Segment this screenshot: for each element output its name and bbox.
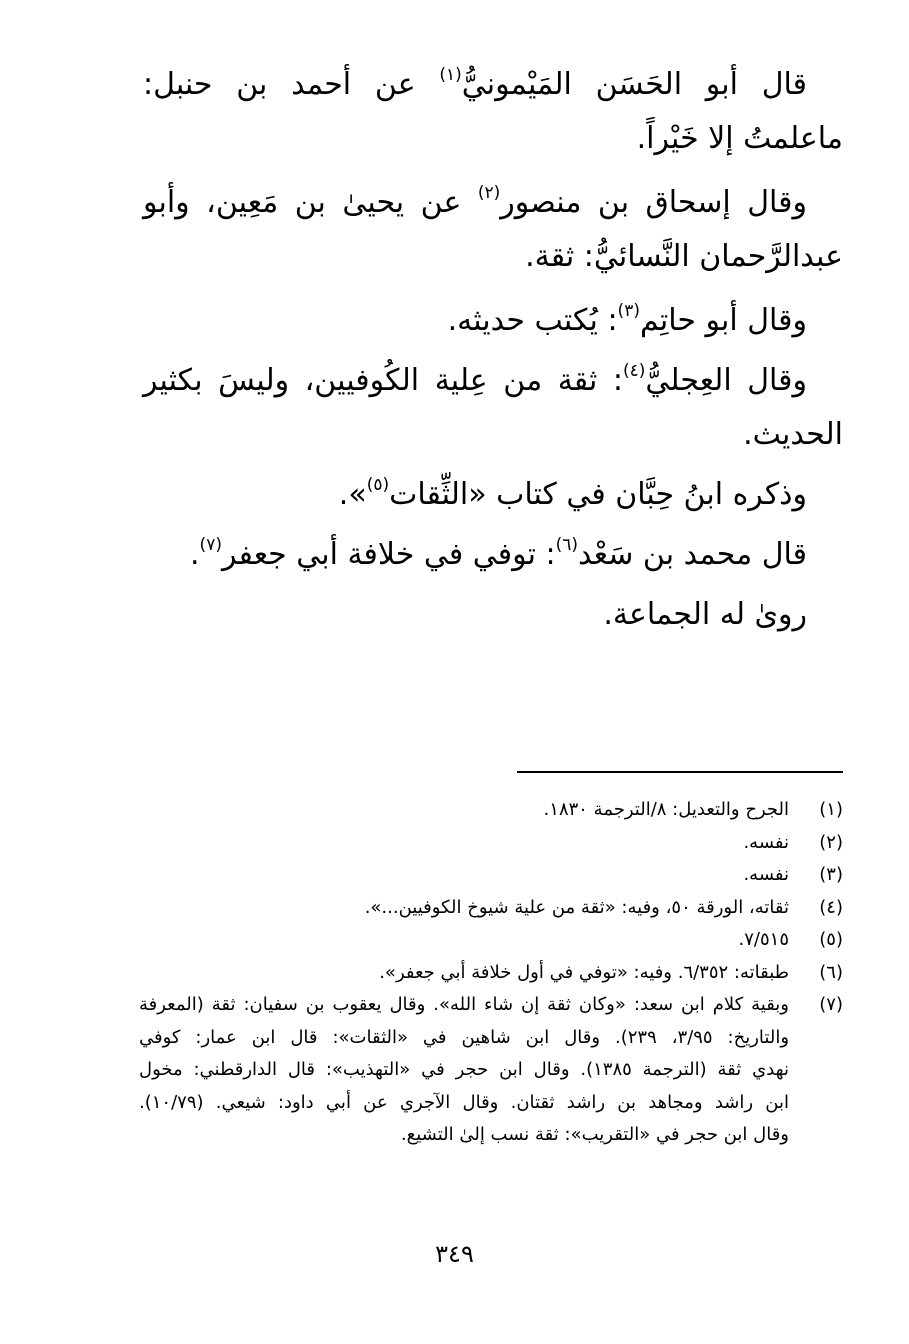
main-text xyxy=(143,58,843,642)
footnote-text: نفسه. xyxy=(743,864,789,885)
footnote-text xyxy=(139,989,789,1152)
text-run: وذكره ابنُ حِبَّان في كتاب «الثِّقات xyxy=(389,477,807,512)
footnote-line: وقال ابن حجر في «التقريب»: ثقة نسب إلىٰ التشيع. xyxy=(400,1124,789,1145)
footnote-ref-4[interactable]: (٤) xyxy=(622,361,646,381)
footnote-text: نفسه. xyxy=(743,831,789,853)
text-run: روىٰ له الجماعة. xyxy=(603,597,807,632)
text-run: قال أبو الحَسَن المَيْمونيُّ xyxy=(461,67,807,102)
footnote-text: الجرح والتعديل: ٨/الترجمة ١٨٣٠. xyxy=(543,799,789,820)
footnote-text: ثقاته، الورقة ٥٠، وفيه: «ثقة من علية شيوخ الكوفيين...». xyxy=(364,896,789,918)
text-run: وقال أبو حاتِم xyxy=(639,303,807,338)
footnote-number: (٢) xyxy=(819,831,843,853)
page-number: ٣٤٩ xyxy=(435,1240,474,1268)
footnotes xyxy=(139,794,843,1152)
footnote-number: (٥) xyxy=(819,929,843,950)
footnote-ref-1[interactable]: (١) xyxy=(439,65,462,85)
footnote-2 xyxy=(139,827,843,860)
footnote-ref-3[interactable]: (٣) xyxy=(617,301,640,321)
footnote-3 xyxy=(139,859,843,892)
footnote-text: طبقاته: ٦/٣٥٢. وفيه: «توفي في أول خلافة أبي جعفر». xyxy=(379,961,789,983)
text-run: عن يحيىٰ بن مَعِين، وأبو عبدالرَّحمان النَّسائيُّ: ثقة. xyxy=(143,185,843,274)
text-run: قال محمد بن سَعْد xyxy=(578,537,807,572)
paragraph-ijli xyxy=(143,354,843,462)
footnote-ref-5[interactable]: (٥) xyxy=(366,475,390,495)
footnote-1 xyxy=(139,794,843,827)
text-run: : ثقة من عِلية الكُوفيين، وليسَ بكثير الحديث. xyxy=(143,363,843,452)
footnote-ref-2[interactable]: (٢) xyxy=(477,183,501,203)
footnote-line: نهدي ثقة (الترجمة ١٣٨٥). وقال ابن حجر في «التهذيب»: قال الدارقطني: مخول xyxy=(139,1059,789,1080)
paragraph-ishaq xyxy=(143,176,843,284)
footnote-number: (٧) xyxy=(819,994,843,1015)
footnote-number: (١) xyxy=(819,799,843,820)
text-run: : توفي في خلافة أبي جعفر xyxy=(221,537,556,572)
footnote-line: ابن راشد ومجاهد بن راشد ثقتان. وقال الآجري عن أبي داود: شيعي. (١٠/٧٩). xyxy=(139,1091,789,1113)
text-run: . xyxy=(190,537,200,572)
text-run: ». xyxy=(338,477,367,512)
footnote-5 xyxy=(139,924,843,957)
footnote-number: (٣) xyxy=(819,864,843,885)
footnote-number: (٤) xyxy=(819,896,843,918)
footnote-ref-6[interactable]: (٦) xyxy=(555,535,579,555)
footnote-4 xyxy=(139,892,843,925)
footnote-text: ٧/٥١٥. xyxy=(738,929,789,950)
paragraph-rawa xyxy=(143,588,843,642)
footnote-6 xyxy=(139,957,843,990)
paragraph-maymuni xyxy=(143,58,843,166)
text-run: وقال إسحاق بن منصور xyxy=(500,185,808,220)
footnote-separator xyxy=(517,771,843,773)
footnote-ref-7[interactable]: (٧) xyxy=(199,535,222,555)
footnote-line: والتاريخ: ٣/٩٥، ٢٣٩). وقال ابن شاهين في «الثقات»: قال ابن عمار: كوفي xyxy=(139,1026,790,1048)
footnote-7 xyxy=(139,989,843,1152)
paragraph-abu-hatim xyxy=(143,294,843,348)
footnote-line: وبقية كلام ابن سعد: «وكان ثقة إن شاء الله». وقال يعقوب بن سفيان: ثقة (المعرفة xyxy=(139,994,789,1015)
text-run: وقال العِجليُّ xyxy=(645,363,807,398)
text-run: عن أحمد بن حنبل: ماعلمتُ إلا خَيْراً. xyxy=(143,67,843,156)
paragraph-ibn-hibban xyxy=(143,468,843,522)
text-run: : يُكتب حديثه. xyxy=(447,303,618,338)
footnote-number: (٦) xyxy=(819,961,843,983)
paragraph-ibn-sad xyxy=(143,528,843,582)
